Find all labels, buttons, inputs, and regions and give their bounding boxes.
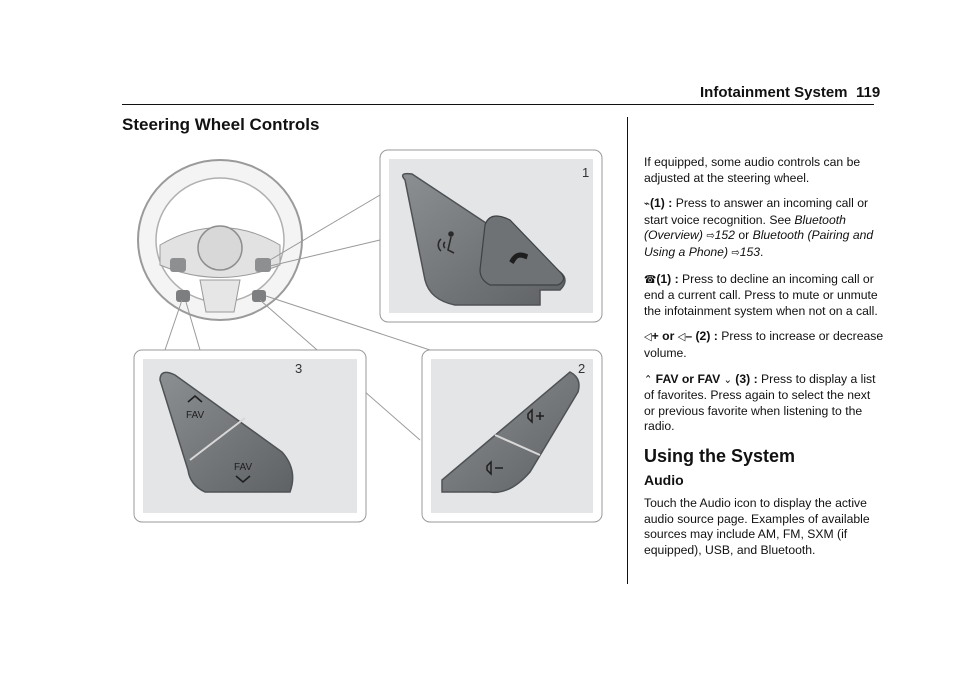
panel-label-3: 3: [295, 361, 303, 376]
panel-label-2: 2: [578, 361, 586, 376]
fav-down-icon-glyph: ⌄: [723, 373, 732, 386]
voice-call-paragraph: ⌁(1) : Press to answer an incoming call or start voice recognition. See Bluetooth (Overview) ⇨152 or Bluetooth (Pairing and Using a Phone) ⇨153.: [644, 196, 874, 259]
hang-up-icon-glyph: ☎: [644, 273, 657, 286]
volume-icon-glyph: ◁: [677, 331, 686, 344]
header-rule: [122, 104, 874, 105]
steering-wheel-drawing: [138, 160, 302, 320]
page-number: 119: [856, 84, 881, 101]
column-rule: [627, 117, 628, 584]
page-ref-icon: ⇨: [731, 246, 740, 259]
callout-panel-3: [134, 350, 366, 522]
bluetooth-overview-link[interactable]: Bluetooth (Overview): [644, 212, 846, 243]
section-title: Steering Wheel Controls: [122, 115, 320, 134]
volume-paragraph: ◁+ or ◁– (2) : Press to increase or decrease volume.: [644, 329, 884, 360]
intro-paragraph: If equipped, some audio controls can be adjusted at the steering wheel.: [644, 155, 861, 185]
volume-icon-glyph: ◁: [644, 331, 652, 344]
bluetooth-pairing-link[interactable]: Bluetooth (Pairing and Using a Phone): [644, 228, 874, 259]
callout-panel-2: [422, 350, 602, 522]
audio-paragraph: Touch the Audio icon to display the active audio source page. Examples of available sources may include AM, FM, SXM (if equipped), USB, and Bluetooth.: [644, 496, 870, 557]
running-header-title: Infotainment System: [700, 84, 848, 101]
hang-up-paragraph: ☎(1) : Press to decline an incoming call or end a current call. Press to mute or unmute the infotainment system when not on a call.: [644, 271, 878, 318]
page-ref-icon: ⇨: [706, 230, 715, 243]
fav-up-icon-glyph: ⌃: [644, 373, 653, 386]
panel-label-1: 1: [582, 165, 590, 180]
callout-panel-1: [380, 150, 602, 322]
steering-wheel-figure: [130, 140, 605, 530]
fav-up-label: FAV: [186, 410, 205, 421]
fav-down-label: FAV: [234, 462, 253, 473]
voice-call-icon-glyph: ⌁: [644, 198, 650, 211]
favorites-paragraph: ⌃ FAV or FAV ⌄ (3) : Press to display a list of favorites. Press again to select the next or previous favorite when listening to the radio.: [644, 371, 876, 434]
audio-heading: Audio: [644, 471, 684, 488]
using-the-system-heading: Using the System: [644, 445, 796, 466]
text-column: [644, 155, 884, 568]
